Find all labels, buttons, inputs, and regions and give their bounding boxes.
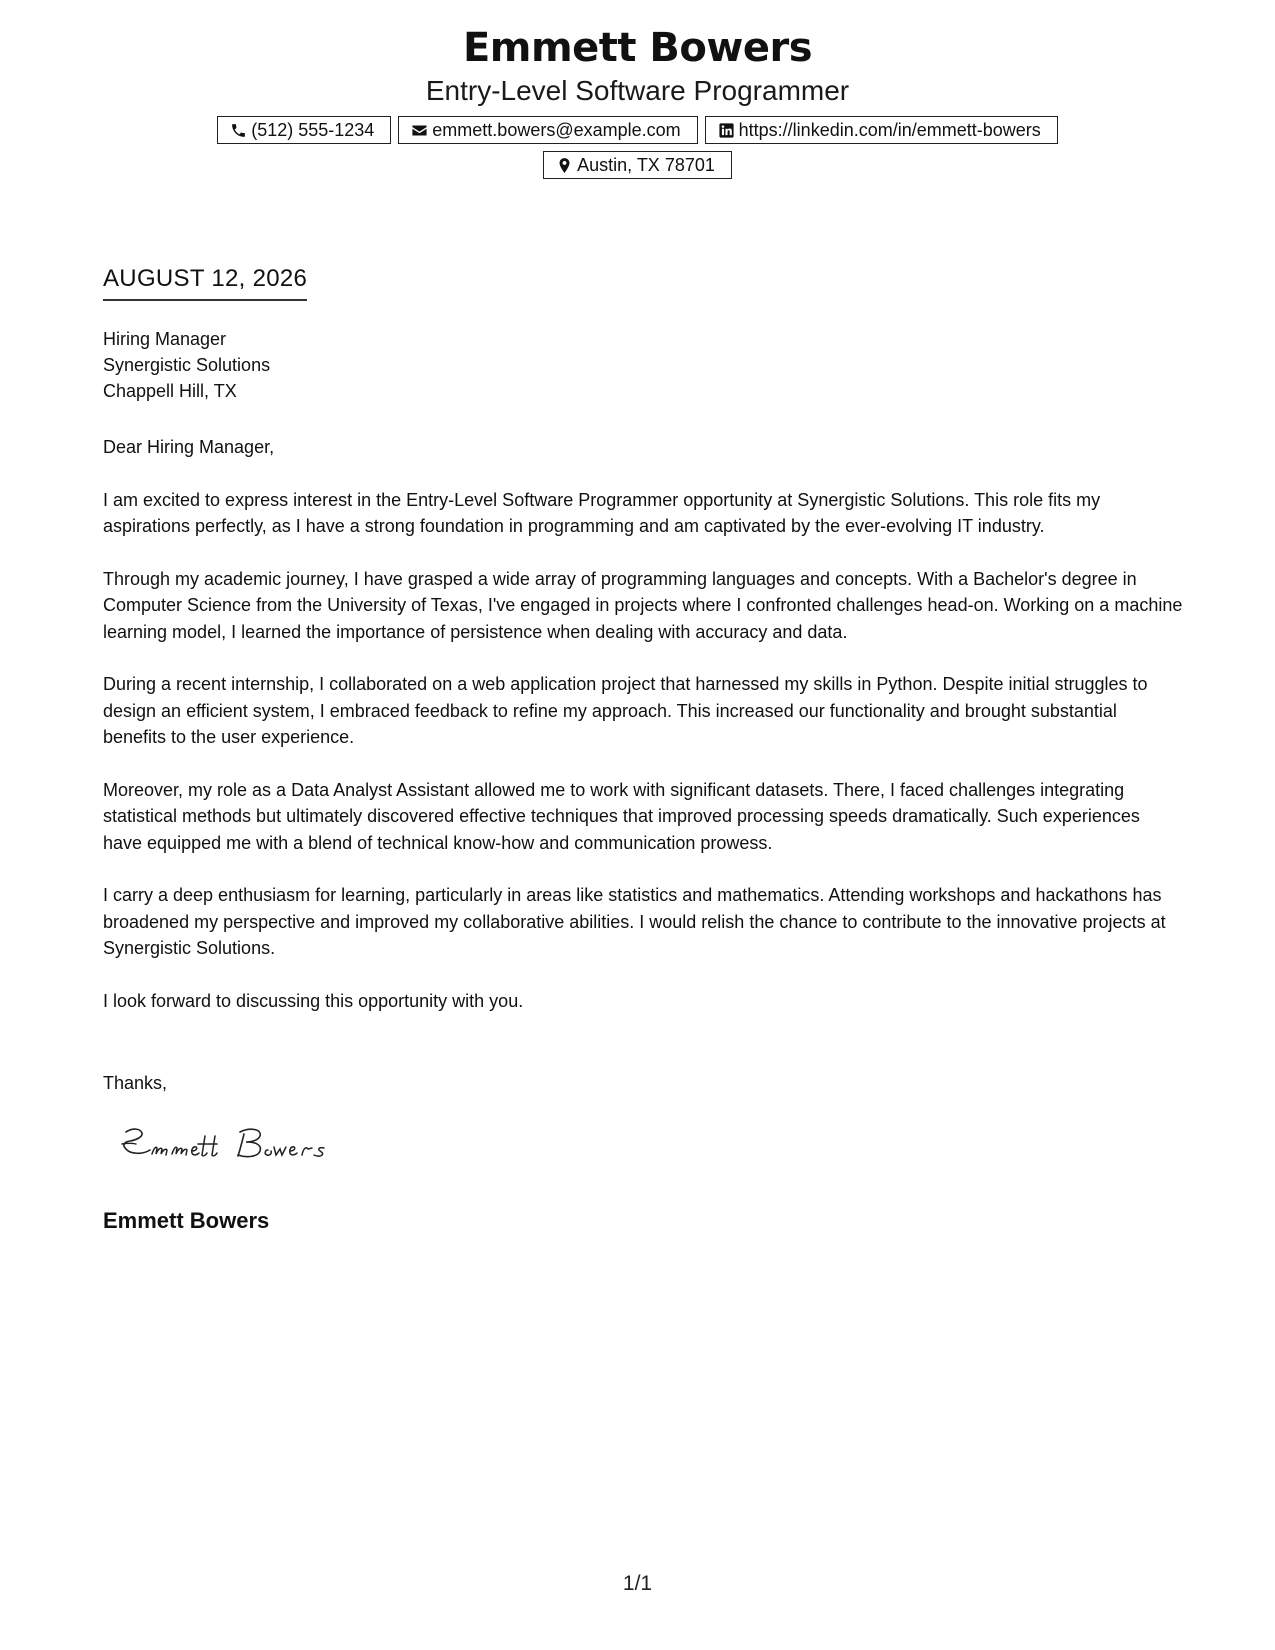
body-paragraph: Through my academic journey, I have grasped a wide array of programming languages and concepts. With a Bachelor's degree in Computer Science from the University of Texas, I've engaged in projects where I confronted challenges head-on. Working on a machine learning model, I learned the importance of persistence when dealing with accuracy and data. [103, 568, 1183, 642]
contact-phone-text: (512) 555-1234 [251, 119, 375, 140]
contact-location [543, 151, 732, 179]
job-title: Entry-Level Software Programmer [425, 75, 850, 106]
body-paragraph: Moreover, my role as a Data Analyst Assistant allowed me to work with significant datasets. There, I faced challenges integrating statistical methods but ultimately discovered effective techniques that improved processing speeds dramatically. Such experiences have equipped me with a blend of technical know-how and communication prowess. [103, 779, 1140, 853]
contact-email-text: emmett.bowers@example.com [432, 119, 681, 140]
envelope-icon [411, 122, 428, 139]
letter-header [0, 22, 1275, 179]
contact-location-text: Austin, TX 78701 [577, 154, 715, 175]
recipient-location: Chappell Hill, TX [103, 381, 237, 401]
recipient-block [103, 326, 270, 404]
contact-list [188, 116, 1088, 179]
closing: Thanks, [103, 1073, 168, 1093]
applicant-name: Emmett Bowers [462, 25, 813, 71]
contact-email[interactable] [398, 116, 697, 144]
contact-phone[interactable] [217, 116, 391, 144]
phone-icon [230, 122, 247, 139]
page-number: 1/1 [622, 1572, 653, 1595]
recipient-name: Hiring Manager [103, 329, 227, 349]
salutation: Dear Hiring Manager, [103, 437, 275, 457]
map-pin-icon [556, 157, 573, 174]
body-paragraph: During a recent internship, I collaborated on a web application project that harnessed my skills in Python. Despite initial struggles to design an efficient system, I embraced feedback to refine my approach. This increased our functionality and brought substantial benefits to the user experience. [103, 674, 1148, 747]
signer-name: Emmett Bowers [103, 1208, 270, 1233]
contact-linkedin-text: https://linkedin.com/in/emmett-bowers [738, 119, 1041, 140]
letter-date: AUGUST 12, 2026 [103, 263, 307, 301]
body-paragraph: I look forward to discussing this opportunity with you. [103, 990, 524, 1011]
recipient-company: Synergistic Solutions [103, 355, 271, 375]
contact-linkedin[interactable] [705, 116, 1058, 144]
body-paragraph: I am excited to express interest in the Entry-Level Software Programmer opportunity at Synergistic Solutions. This role fits my aspirations perfectly, as I have a strong foundation in programming and am captivated by the ever-evolving IT industry. [103, 489, 1101, 536]
body-paragraph: I carry a deep enthusiasm for learning, particularly in areas like statistics and mathematics. Attending workshops and hackathons has broadened my perspective and improved my collaborative abilities. I would relish the chance to contribute to the innovative projects at Synergistic Solutions. [103, 885, 1166, 958]
linkedin-icon [718, 122, 735, 139]
signature-image [112, 1120, 352, 1172]
letter-body [103, 434, 1183, 1040]
